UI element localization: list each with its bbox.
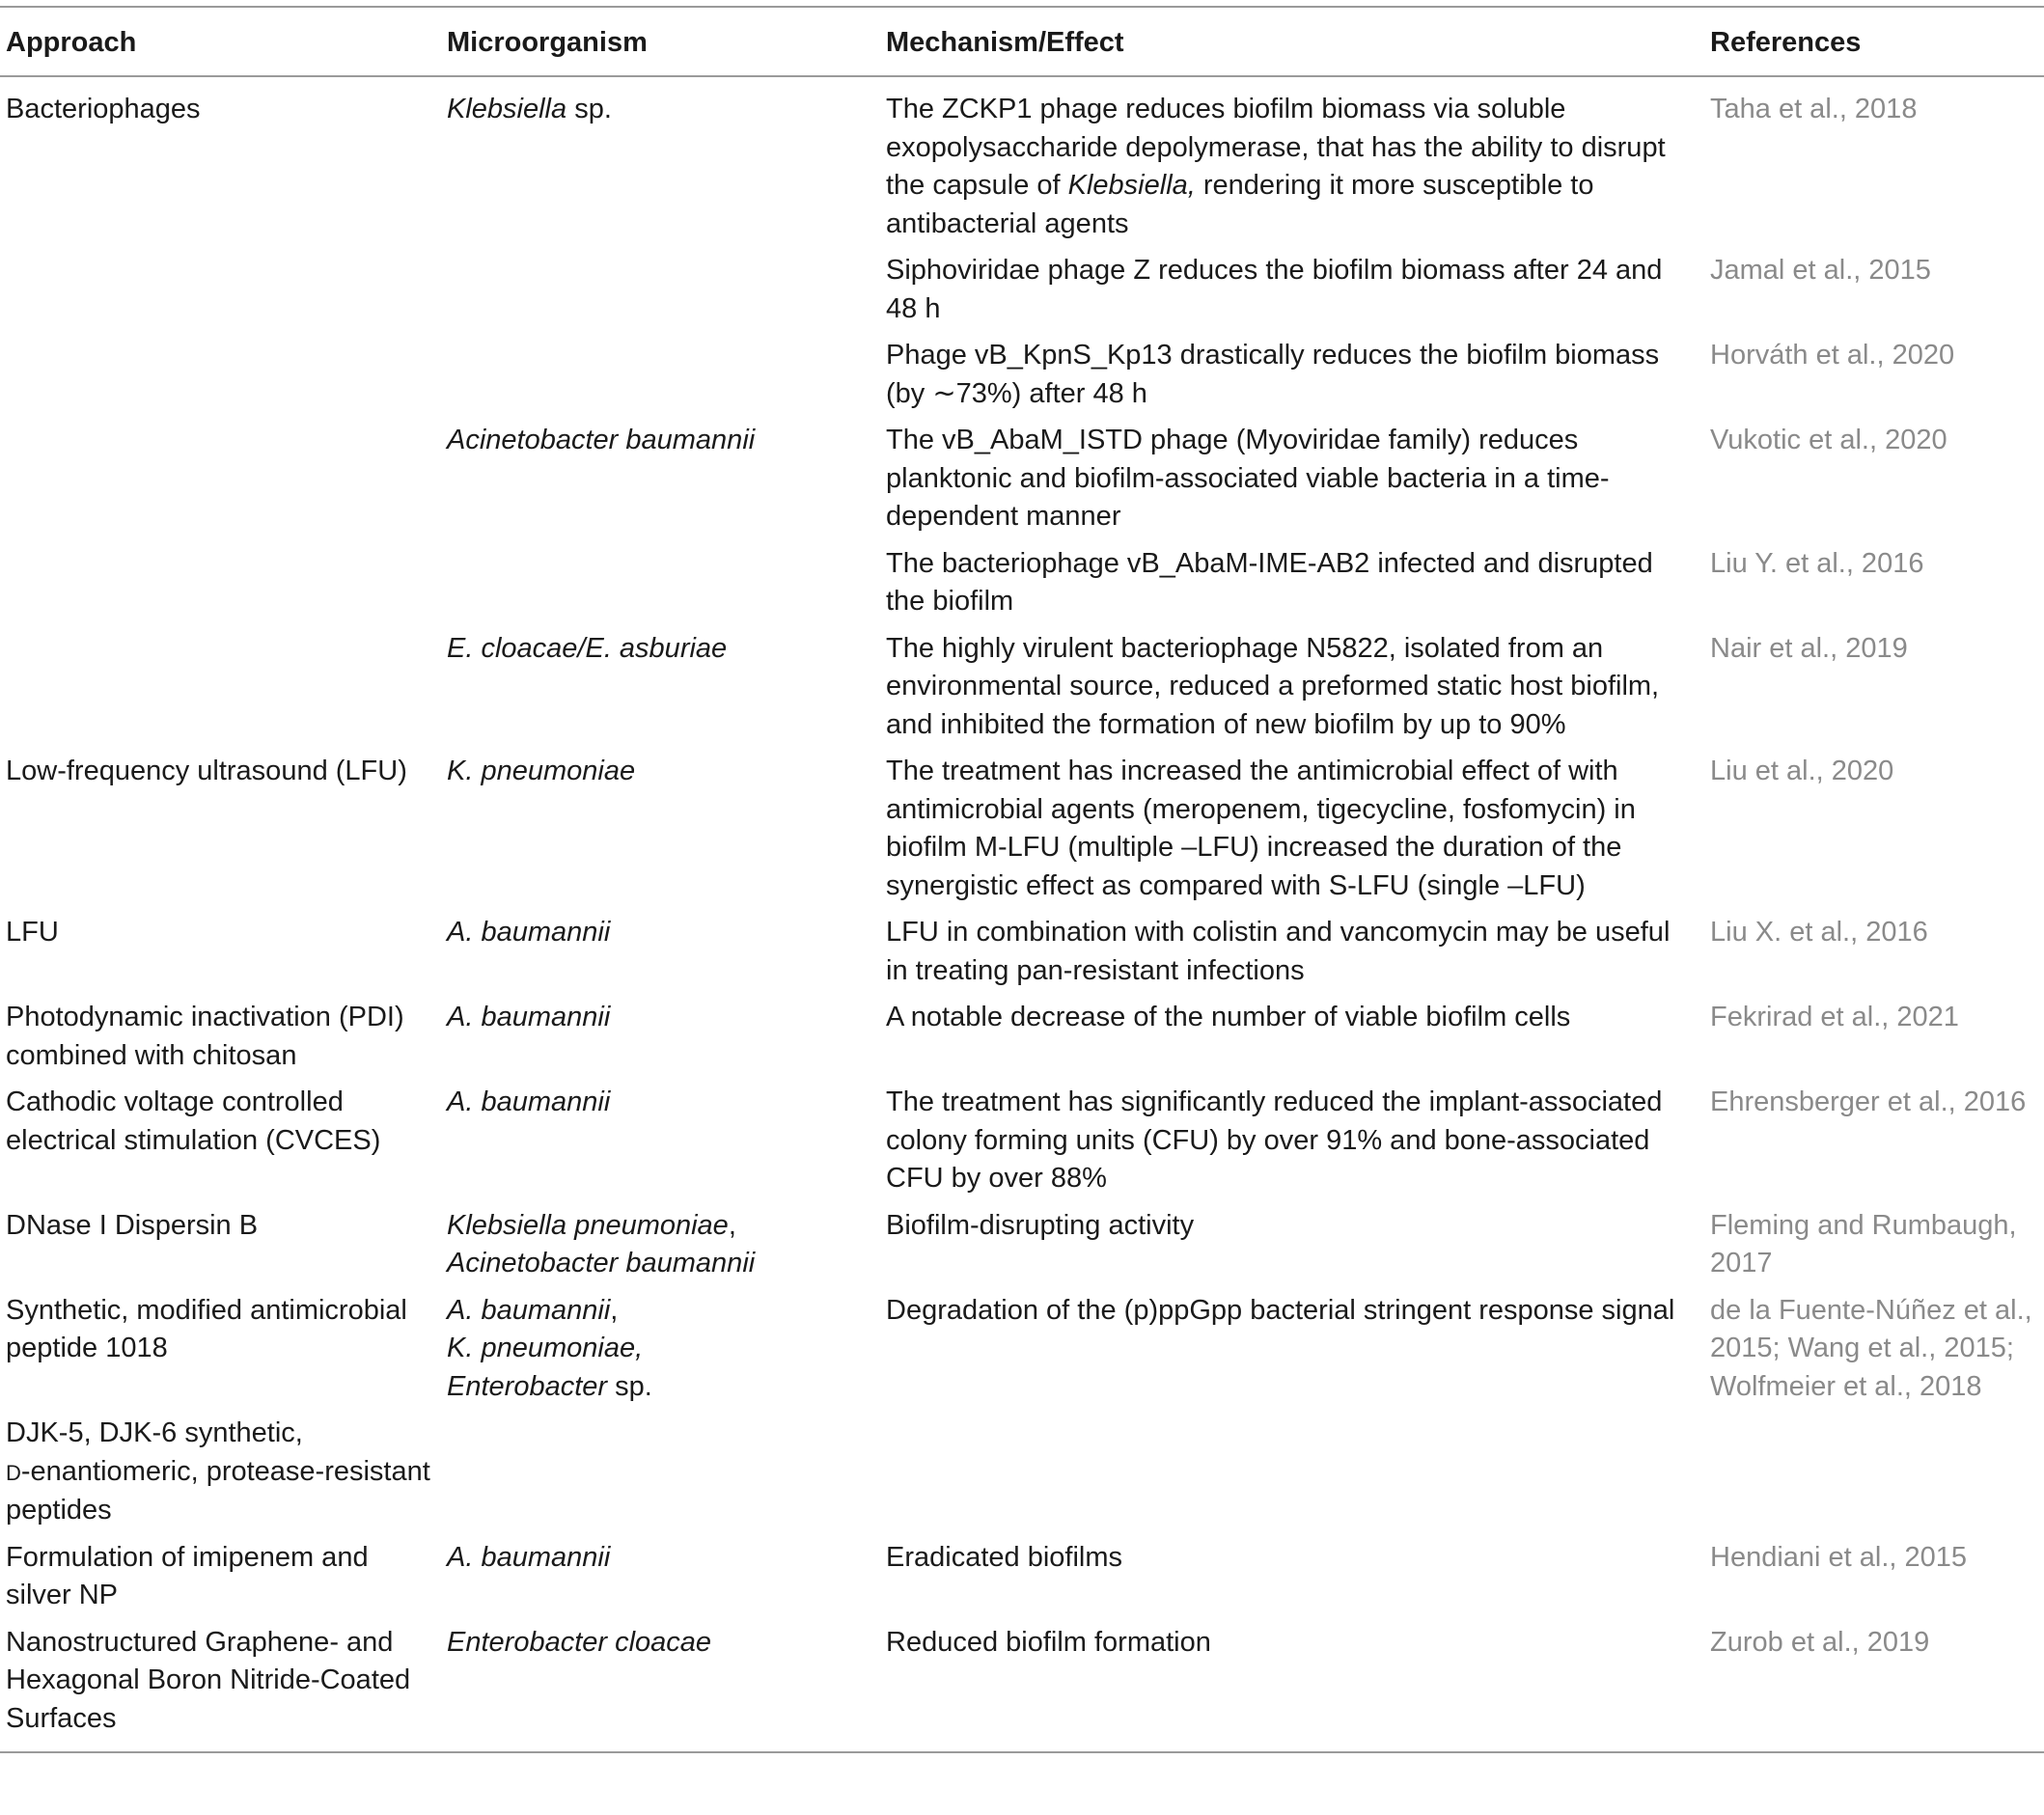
mechanism-cell [880,76,1704,248]
microorganism-genus: Enterobacter [447,1370,608,1402]
mechanism-cell: Phage vB_KpnS_Kp13 drastically reduces the biofilm biomass (by ∼73%) after 48 h [886,340,1660,409]
microorganism-cell [441,248,880,333]
approach-cell [0,418,441,541]
table-row [0,1080,2044,1203]
reference-cell [1704,1411,2044,1535]
approach-cell: DNase I Dispersin B [6,1209,259,1241]
reference-cell: Taha et al., 2018 [1710,94,1918,124]
mechanism-cell: Siphoviridae phage Z reduces the biofilm biomass after 24 and 48 h [886,255,1663,324]
approach-cell [0,248,441,333]
reference-cell: Nair et al., 2019 [1710,632,1908,664]
mechanism-cell: The treatment has increased the antimicrobial effect of with antimicrobial agents (meropenem, tigecycline, fosfomycin) in biofilm M-LFU (multiple –LFU) increased the duration of the synergistic effect as compared with S-LFU (single –LFU) [886,756,1636,901]
mechanism-cell: Degradation of the (p)ppGpp bacterial stringent response signal [886,1294,1675,1326]
microorganism-cell [441,76,880,248]
mechanism-cell: Eradicated biofilms [886,1541,1122,1573]
approach-cell: LFU [6,917,59,948]
mechanism-genus: Klebsiella, [1067,170,1196,201]
approach-cell [0,541,441,626]
microorganism-cell: A. baumannii [447,1541,611,1573]
approach-cell [0,333,441,418]
header-microorganism: Microorganism [441,7,880,76]
microorganism-name: K. pneumoniae, [447,1333,644,1363]
reference-cell: Jamal et al., 2015 [1710,255,1931,286]
reference-cell: Hendiani et al., 2015 [1710,1541,1968,1573]
mechanism-cell: The highly virulent bacteriophage N5822, isolated from an environmental source, reduced a preformed static host biofilm, and inhibited the formation of new biofilm by up to 90% [886,632,1660,740]
table-row [0,76,2044,248]
reference-cell: Liu X. et al., 2016 [1710,917,1928,948]
approach-cell [0,1411,441,1535]
microorganism-name: A. baumannii [447,1294,611,1326]
header-references: References [1704,7,2044,76]
table-row [0,541,2044,626]
microorganism-name: Klebsiella pneumoniae [447,1209,729,1241]
small-caps-letter: D [6,1460,21,1485]
reference-cell: de la Fuente-Núñez et al., 2015; Wang et al., 2015; Wolfmeier et al., 2018 [1710,1294,2032,1402]
microorganism-separator: , [728,1209,736,1241]
reference-cell: Fleming and Rumbaugh, 2017 [1710,1209,2017,1279]
table-row [0,418,2044,541]
table-row [0,626,2044,750]
reference-cell: Liu Y. et al., 2016 [1710,547,1924,579]
approach-cell: Cathodic voltage controlled electrical stimulation (CVCES) [6,1086,381,1156]
table-row [0,1288,2044,1412]
header-approach: Approach [0,7,441,76]
approach-cell: Nanostructured Graphene- and Hexagonal Boron Nitride-Coated Surfaces [6,1626,411,1734]
approach-cell: Formulation of imipenem and silver NP [6,1541,369,1610]
approach-cell: Low-frequency ultrasound (LFU) [6,756,407,786]
microorganism-cell: K. pneumoniae [447,756,636,786]
microorganism-separator: , [610,1294,619,1326]
microorganism-cell: E. cloacae/E. asburiae [447,632,728,664]
microorganism-suffix: sp. [607,1370,652,1402]
mechanism-text-end: rendering it more susceptible to antibacterial agents [886,170,1594,239]
reference-cell: Vukotic et al., 2020 [1710,425,1947,455]
microorganism-cell: A. baumannii [447,917,611,948]
mechanism-cell: The bacteriophage vB_AbaM-IME-AB2 infected and disrupted the biofilm [886,547,1653,617]
microorganism-cell: Enterobacter cloacae [447,1626,712,1658]
microorganism-cell [441,333,880,418]
microorganism-cell [441,1288,880,1412]
biofilm-approaches-table [0,6,2044,1753]
mechanism-cell: The treatment has significantly reduced the implant-associated colony forming units (CFU) by over 91% and bone-associated CFU by over 88% [886,1086,1663,1194]
microorganism-suffix: sp. [566,94,612,124]
mechanism-cell: LFU in combination with colistin and vancomycin may be useful in treating pan-resistant infections [886,917,1671,986]
approach-text: DJK-5, DJK-6 synthetic, [6,1417,303,1448]
mechanism-cell: Biofilm-disrupting activity [886,1209,1195,1241]
reference-cell: Zurob et al., 2019 [1710,1626,1930,1658]
microorganism-name: Acinetobacter baumannii [447,1248,756,1279]
mechanism-cell: A notable decrease of the number of viable biofilm cells [886,1002,1571,1032]
header-mechanism: Mechanism/Effect [880,7,1704,76]
table-row [0,248,2044,333]
table-row [0,1535,2044,1620]
table-row [0,910,2044,995]
table-row [0,1411,2044,1535]
approach-cell: Photodynamic inactivation (PDI) combined with chitosan [6,1002,404,1071]
mechanism-cell [880,1411,1704,1535]
microorganism-cell [441,541,880,626]
reference-cell: Horváth et al., 2020 [1710,340,1955,371]
approach-cell: Bacteriophages [6,94,201,124]
microorganism-cell: Acinetobacter baumannii [447,425,756,455]
table-row [0,1203,2044,1288]
table-row [0,333,2044,418]
microorganism-cell: A. baumannii [447,1086,611,1117]
mechanism-text: The ZCKP1 phage reduces biofilm biomass via soluble exopolysaccharide depolymerase, that has the ability to disrupt the capsule of [886,94,1666,201]
microorganism-cell [441,1411,880,1535]
table-row [0,1620,2044,1753]
approach-text-end: -enantiomeric, protease-resistant peptides [6,1455,430,1526]
microorganism-cell [441,1203,880,1288]
reference-cell: Liu et al., 2020 [1710,756,1894,786]
mechanism-cell: Reduced biofilm formation [886,1626,1211,1658]
mechanism-cell: The vB_AbaM_ISTD phage (Myoviridae family) reduces planktonic and biofilm-associated viable bacteria in a time-dependent manner [886,425,1610,532]
approach-cell [0,626,441,750]
microorganism-cell: A. baumannii [447,1002,611,1032]
reference-cell: Fekrirad et al., 2021 [1710,1002,1959,1032]
table-row [0,995,2044,1080]
reference-cell: Ehrensberger et al., 2016 [1710,1086,2027,1117]
header-row [0,7,2044,76]
microorganism-genus: Klebsiella [447,94,567,124]
approach-cell: Synthetic, modified antimicrobial peptide 1018 [6,1294,407,1363]
table-row [0,749,2044,910]
